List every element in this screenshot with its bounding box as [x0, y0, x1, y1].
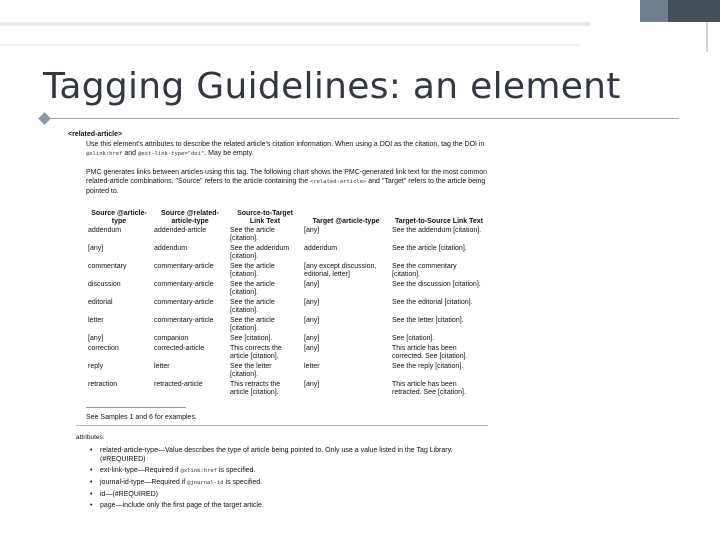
table-cell: See the article [citation]. [230, 299, 275, 314]
p2-text-b: and "Target" refers to the article being pointed to. [86, 178, 486, 195]
table-cell: See [citation]. [230, 335, 273, 342]
table-cell: See the article [citation]. [230, 317, 275, 332]
slide-title: Tagging Guidelines: an element [43, 66, 621, 107]
table-cell: reply [88, 363, 104, 370]
attr-code: @xlink:href [180, 468, 217, 474]
table-cell: See the letter [citation]. [230, 363, 272, 378]
table-cell: See the article [citation]. [392, 245, 467, 252]
table-cell: See the editorial [citation]. [392, 299, 473, 306]
table-cell: [any] [88, 335, 104, 342]
table-row [86, 281, 488, 299]
attr-text: ext-link-type—Required if [100, 467, 181, 474]
table-row [86, 299, 488, 317]
table-cell: letter [88, 317, 104, 324]
table-cell: retraction [88, 381, 118, 388]
list-item [90, 446, 488, 464]
p1-code-1: @xlink:href [86, 151, 123, 157]
attr-text: page—include only the first page of the target article. [100, 502, 264, 509]
table-cell: companion [154, 335, 189, 342]
table-cell: addendum [154, 245, 188, 252]
attr-code: @journal-id [187, 480, 224, 486]
table-cell: [any] [304, 227, 320, 234]
table-cell: See [citation]. [392, 335, 435, 342]
table-row [86, 363, 488, 381]
table-cell: correction [88, 345, 119, 352]
table-cell: See the discussion [citation]. [392, 281, 481, 288]
attr-text: related-article-type—Value describes the type of article being pointed to. Only use a value listed in the Tag Library.(#REQUIRED) [100, 447, 453, 463]
table-cell: See the article [citation]. [230, 281, 275, 296]
attributes-list [90, 446, 488, 512]
table-cell: [any] [88, 245, 104, 252]
paragraph-pmc-links [86, 168, 488, 196]
table-cell: discussion [88, 281, 121, 288]
table-bottom-rule [86, 407, 186, 408]
p1-text-c: . May be empty. [204, 150, 254, 157]
attr-text-tail: is specified. [216, 467, 256, 474]
table-cell: See the article [citation]. [230, 227, 275, 242]
table-header: Source @article-type [91, 210, 147, 225]
element-tag-heading: <related-article> [68, 131, 123, 138]
table-cell: [any] [304, 299, 320, 306]
table-cell: commentary-article [154, 317, 214, 324]
list-item [90, 478, 488, 488]
top-dark-block [668, 0, 720, 22]
table-cell: editorial [88, 299, 113, 306]
section-divider [76, 425, 488, 426]
table-row [86, 335, 488, 345]
table-header: Source-to-Target Link Text [237, 210, 293, 225]
top-decoration-line-thin [0, 44, 580, 46]
title-divider [43, 118, 679, 119]
table-cell: This article has been retracted. See [citation]. [392, 381, 466, 396]
table-cell: commentary [88, 263, 127, 270]
table-cell: [any] [304, 345, 320, 352]
table-cell: addended-article [154, 227, 207, 234]
table-cell: [any] [304, 335, 320, 342]
table-cell: commentary-article [154, 281, 214, 288]
table-row [86, 245, 488, 263]
p1-text-a: Use this element's attributes to describe the related article's citation information. When using a DOI as the citation, tag the DOI in [86, 141, 485, 148]
table-cell: This corrects the article [citation]. [230, 345, 282, 360]
table-cell: [any] [304, 281, 320, 288]
top-decoration-vertical [706, 22, 708, 52]
table-row [86, 317, 488, 335]
top-accent-block [640, 0, 668, 22]
p2-code: <related-article> [310, 179, 367, 185]
list-item [90, 501, 488, 510]
table-cell: This article has been corrected. See [citation]. [392, 345, 468, 360]
table-cell: This retracts the article [citation]. [230, 381, 281, 396]
table-cell: corrected-article [154, 345, 205, 352]
link-text-table [86, 210, 488, 399]
table-cell: [any except discussion, editorial, letter] [304, 263, 377, 278]
attributes-heading: attributes: [76, 434, 105, 441]
table-cell: See the letter [citation]. [392, 317, 464, 324]
paragraph-description [86, 140, 488, 159]
attr-text: id—(#REQUIRED) [100, 491, 158, 498]
table-cell: commentary-article [154, 299, 214, 306]
table-cell: [any] [304, 381, 320, 388]
see-samples-note: See Samples 1 and 6 for examples. [86, 414, 197, 421]
table-header: Target-to-Source Link Text [394, 218, 484, 225]
table-cell: See the article [citation]. [230, 263, 275, 278]
table-cell: See the addendum [citation]. [392, 227, 482, 234]
table-cell: addendum [304, 245, 338, 252]
table-row [86, 345, 488, 363]
table-header: Source @related-article-type [161, 210, 219, 225]
p1-text-b: and [122, 150, 139, 157]
attr-text-tail: is specified. [223, 479, 263, 486]
table-cell: commentary-article [154, 263, 214, 270]
table-cell: See the reply [citation]. [392, 363, 464, 370]
table-header: Target @article-type [312, 218, 380, 225]
table-row [86, 227, 488, 245]
p1-code-2: @ext-link-type="doi" [138, 151, 205, 157]
table-cell: See the addendum [citation]. [230, 245, 290, 260]
table-cell: See the commentary [citation]. [392, 263, 457, 278]
table-row [86, 381, 488, 399]
attr-text: journal-id-type—Required if [100, 479, 188, 486]
list-item [90, 490, 488, 499]
top-decoration-bar [0, 0, 720, 22]
p2-text-a: PMC generates links between articles using this tag. The following chart shows the PMC-generated link text for the most common related-article combinations. "Source" refers to the article containing the [86, 169, 488, 185]
table-row [86, 263, 488, 281]
table-header-row [86, 210, 488, 227]
divider-diamond-marker [38, 112, 51, 125]
table-cell: letter [304, 363, 320, 370]
list-item [90, 466, 488, 476]
table-cell: addendum [88, 227, 122, 234]
table-cell: retracted-article [154, 381, 203, 388]
table-cell: [any] [304, 317, 320, 324]
table-cell: letter [154, 363, 170, 370]
document-excerpt [68, 130, 488, 522]
top-decoration-line [0, 22, 590, 26]
